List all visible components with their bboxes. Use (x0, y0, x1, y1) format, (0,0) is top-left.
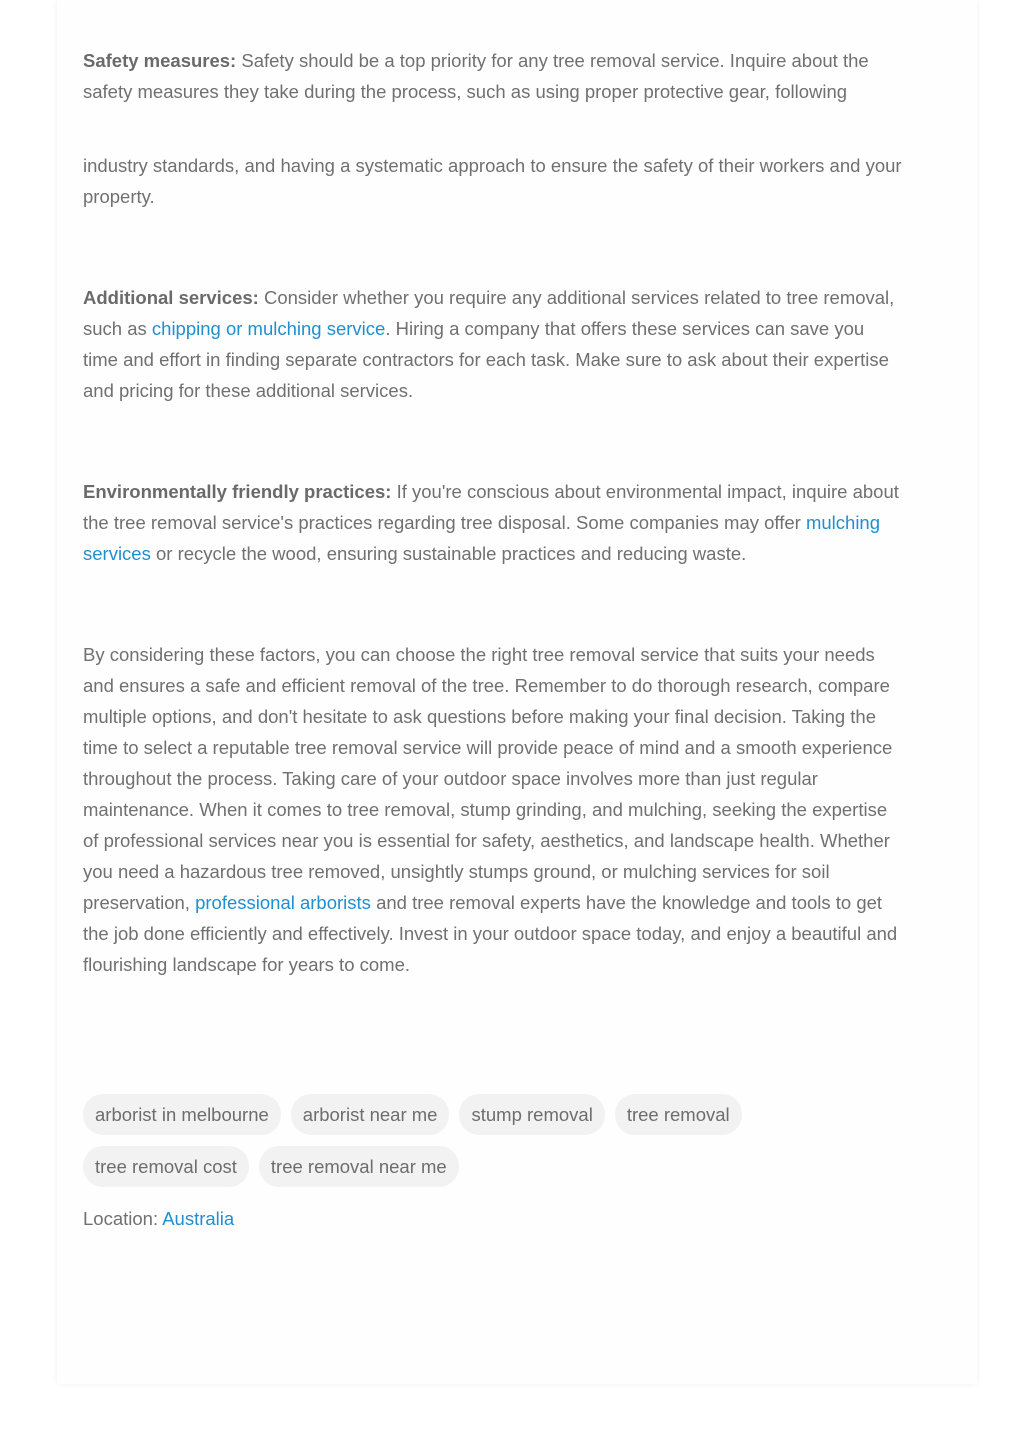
additional-text-2b: . Hiring a company that offers these services can save you (385, 318, 865, 339)
additional-line-3: time and effort in finding separate contractors for each task. Make sure to ask about their expertise (83, 349, 889, 370)
tag-tree-removal-near-me[interactable]: tree removal near me (259, 1146, 459, 1187)
environment-text-2: the tree removal service's practices regarding tree disposal. Some companies may offer (83, 512, 806, 533)
tag-arborist-in-melbourne[interactable]: arborist in melbourne (83, 1094, 281, 1135)
environment-paragraph (83, 476, 949, 569)
summary-line-3: multiple options, and don't hesitate to ask questions before making your final decision. Taking the (83, 706, 877, 727)
tag-tree-removal-cost[interactable]: tree removal cost (83, 1146, 249, 1187)
tag-tree-removal[interactable]: tree removal (615, 1094, 742, 1135)
safety-text-1: Safety should be a top priority for any tree removal service. Inquire about the (236, 50, 869, 71)
tag-arborist-near-me[interactable]: arborist near me (291, 1094, 450, 1135)
summary-line-1: By considering these factors, you can choose the right tree removal service that suits your needs (83, 644, 875, 665)
environment-line-1 (83, 476, 949, 507)
summary-line-6: maintenance. When it comes to tree removal, stump grinding, and mulching, seeking the expertise (83, 799, 888, 820)
safety-paragraph (83, 45, 949, 107)
summary-line-5: throughout the process. Taking care of your outdoor space involves more than just regular (83, 768, 818, 789)
additional-text-2a: such as (83, 318, 152, 339)
environment-heading: Environmentally friendly practices: (83, 481, 392, 502)
environment-line-3 (83, 538, 949, 569)
summary-line-11: flourishing landscape for years to come. (83, 954, 411, 975)
safety-line-1 (83, 45, 949, 76)
additional-line-4: and pricing for these additional services. (83, 380, 414, 401)
summary-line-8: you need a hazardous tree removed, unsightly stumps ground, or mulching services for soil (83, 861, 830, 882)
mulching-services-link-part1[interactable]: mulching (805, 512, 881, 533)
safety-heading: Safety measures: (83, 50, 237, 71)
summary-line-2: and ensures a safe and efficient removal of the tree. Remember to do thorough research, compare (83, 675, 890, 696)
safety-line-3: industry standards, and having a systematic approach to ensure the safety of their workers and your (83, 155, 902, 176)
chipping-mulching-link[interactable]: chipping or mulching service (151, 318, 386, 339)
safety-line-2: safety measures they take during the process, such as using proper protective gear, following (83, 81, 848, 102)
environment-text-3: or recycle the wood, ensuring sustainable practices and reducing waste. (150, 543, 747, 564)
safety-paragraph-continued (83, 150, 949, 212)
additional-line-1 (83, 282, 949, 313)
location-link[interactable]: Australia (162, 1208, 235, 1229)
summary-text-9b: and tree removal experts have the knowledge and tools to get (370, 892, 883, 913)
mulching-services-link-part2[interactable]: services (83, 543, 151, 564)
summary-line-4: time to select a reputable tree removal service will provide peace of mind and a smooth experience (83, 737, 893, 758)
professional-arborists-link[interactable]: professional arborists (195, 892, 371, 913)
tag-list (83, 1094, 949, 1198)
summary-line-7: of professional services near you is essential for safety, aesthetics, and landscape health. Whether (83, 830, 890, 851)
document-page (57, 0, 977, 1384)
environment-line-2 (83, 507, 949, 538)
additional-text-1: Consider whether you require any additional services related to tree removal, (258, 287, 895, 308)
environment-text-1: If you're conscious about environmental impact, inquire about (391, 481, 899, 502)
summary-line-10: the job done efficiently and effectively. Invest in your outdoor space today, and enjoy a beautiful and (83, 923, 898, 944)
tag-stump-removal[interactable]: stump removal (459, 1094, 604, 1135)
summary-line-9 (83, 887, 949, 918)
tag-row-1 (83, 1094, 949, 1135)
additional-services-paragraph (83, 282, 949, 406)
safety-line-4: property. (83, 186, 155, 207)
additional-line-2 (83, 313, 949, 344)
additional-heading: Additional services: (83, 287, 259, 308)
summary-paragraph (83, 639, 949, 980)
location-label: Location: (83, 1208, 163, 1229)
tag-row-2 (83, 1146, 949, 1187)
summary-text-9a: preservation, (83, 892, 196, 913)
location-line (83, 1203, 234, 1234)
